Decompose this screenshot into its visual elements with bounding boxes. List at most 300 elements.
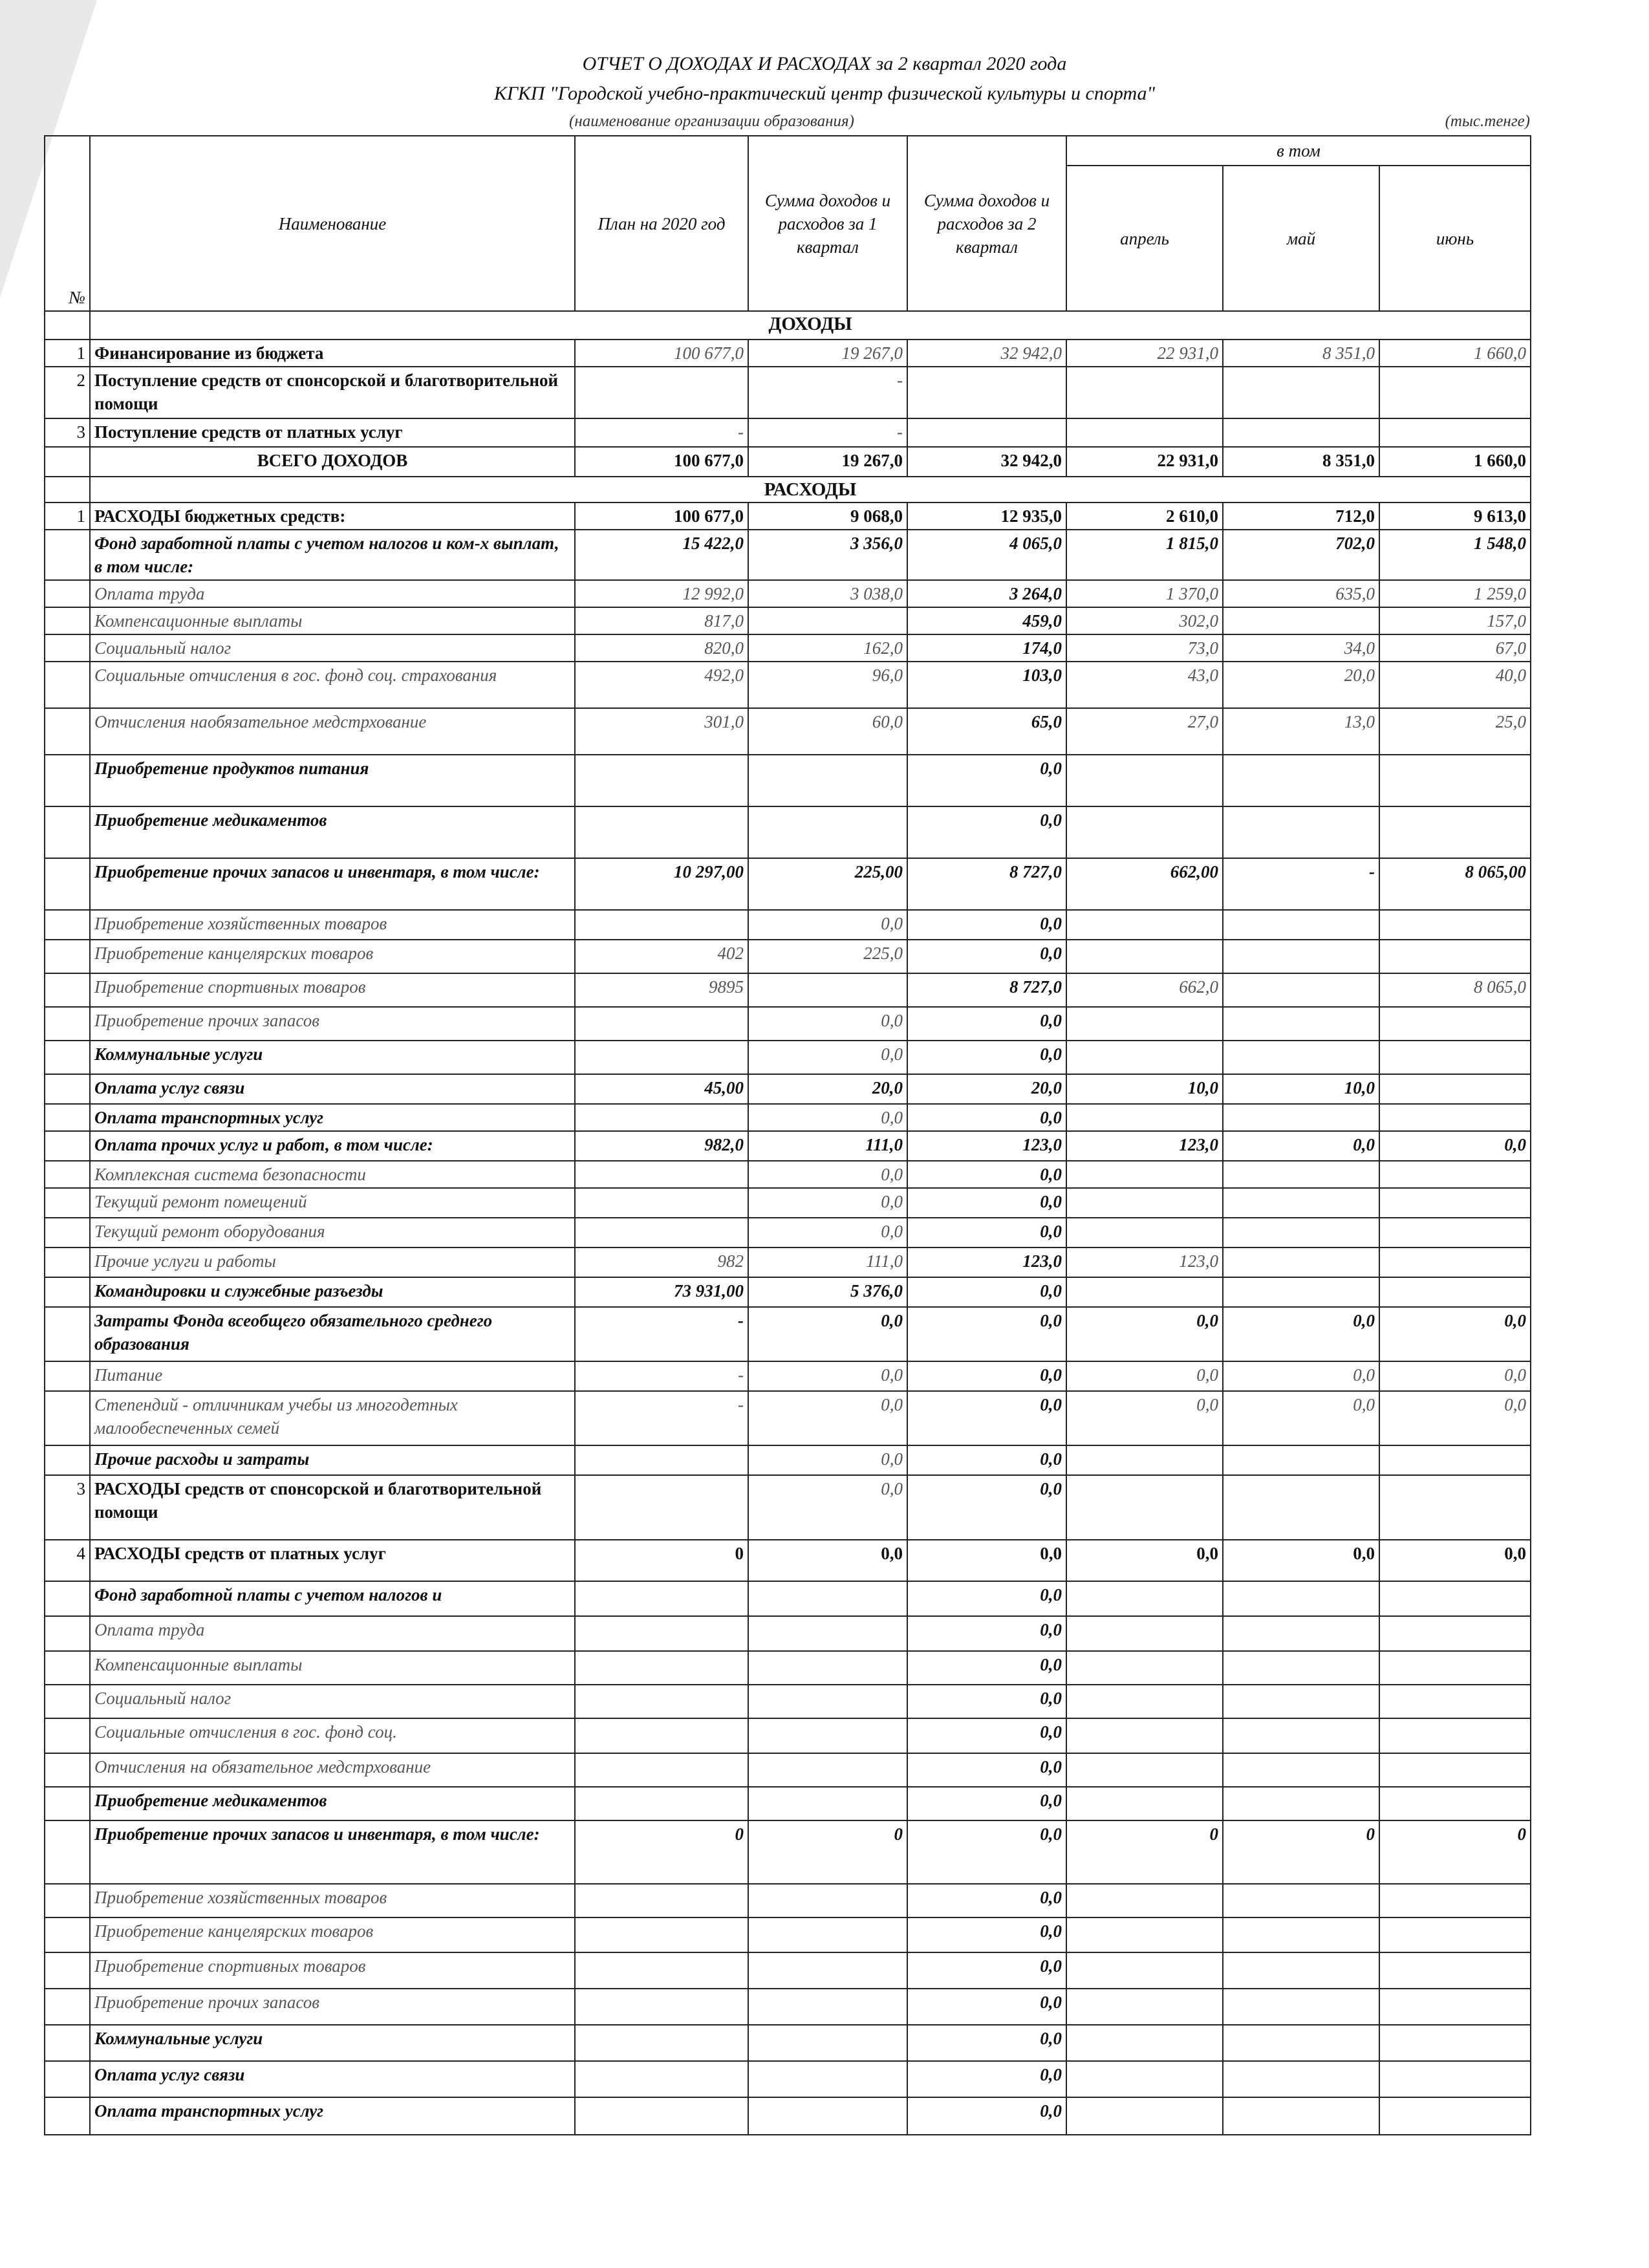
row-number xyxy=(45,1884,90,1917)
row-number xyxy=(45,1581,90,1616)
cell-q2 xyxy=(907,367,1066,418)
table-row xyxy=(45,447,1531,477)
cell-jun xyxy=(1379,1188,1531,1218)
cell-q2: 0,0 xyxy=(907,1787,1066,1820)
row-number xyxy=(45,1917,90,1952)
cell-apr xyxy=(1066,1787,1223,1820)
cell-may xyxy=(1223,1685,1379,1718)
row-name: Коммунальные услуги xyxy=(90,2025,575,2061)
cell-jun xyxy=(1379,1989,1531,2025)
table-row xyxy=(45,1581,1531,1616)
cell-may xyxy=(1223,1247,1379,1277)
cell-q2: 123,0 xyxy=(907,1131,1066,1161)
cell-q1: 9 068,0 xyxy=(748,502,907,530)
cell-plan xyxy=(575,1041,748,1074)
cell-q2: 0,0 xyxy=(907,1820,1066,1884)
row-number xyxy=(45,1989,90,2025)
row-number xyxy=(45,2097,90,2135)
row-name: Оплата прочих услуг и работ, в том числе: xyxy=(90,1131,575,1161)
cell-q2: 0,0 xyxy=(907,1917,1066,1952)
row-number xyxy=(45,858,90,910)
cell-jun: 25,0 xyxy=(1379,708,1531,755)
row-number xyxy=(45,1188,90,1218)
col-header-jun: июнь xyxy=(1379,166,1531,311)
row-number xyxy=(45,1361,90,1391)
cell-q2: 0,0 xyxy=(907,1581,1066,1616)
cell-apr: 27,0 xyxy=(1066,708,1223,755)
cell-jun xyxy=(1379,1445,1531,1475)
row-number xyxy=(45,806,90,858)
cell-q2: 0,0 xyxy=(907,1277,1066,1307)
cell-apr: 0,0 xyxy=(1066,1307,1223,1361)
row-name: Приобретение спортивных товаров xyxy=(90,973,575,1007)
row-number: 1 xyxy=(45,502,90,530)
table-row xyxy=(45,1540,1531,1581)
row-name: Оплата услуг связи xyxy=(90,1074,575,1104)
cell-plan: 0 xyxy=(575,1540,748,1581)
cell-q2: 103,0 xyxy=(907,662,1066,708)
table-row xyxy=(45,607,1531,634)
cell-may xyxy=(1223,418,1379,447)
row-name: Питание xyxy=(90,1361,575,1391)
cell-apr xyxy=(1066,2061,1223,2097)
cell-plan xyxy=(575,1581,748,1616)
cell-plan xyxy=(575,2061,748,2097)
cell-q1: 0,0 xyxy=(748,1361,907,1391)
cell-q1 xyxy=(748,1685,907,1718)
cell-q1 xyxy=(748,2025,907,2061)
cell-q1: 0,0 xyxy=(748,1218,907,1247)
cell-apr: 22 931,0 xyxy=(1066,447,1223,477)
table-row xyxy=(45,1651,1531,1685)
table-row xyxy=(45,1445,1531,1475)
table-row xyxy=(45,1104,1531,1131)
cell-may: 0,0 xyxy=(1223,1307,1379,1361)
cell-q1: 5 376,0 xyxy=(748,1277,907,1307)
cell-plan: 100 677,0 xyxy=(575,502,748,530)
cell-apr: 73,0 xyxy=(1066,634,1223,662)
cell-q2: 0,0 xyxy=(907,806,1066,858)
cell-jun xyxy=(1379,806,1531,858)
cell-apr xyxy=(1066,1685,1223,1718)
cell-plan: - xyxy=(575,418,748,447)
report-title: ОТЧЕТ О ДОХОДАХ И РАСХОДАХ за 2 квартал 2020 года xyxy=(582,53,1067,74)
cell-may: 0,0 xyxy=(1223,1391,1379,1445)
row-number xyxy=(45,1307,90,1361)
cell-plan: 982,0 xyxy=(575,1131,748,1161)
table-row xyxy=(45,530,1531,580)
cell-q2: 0,0 xyxy=(907,1188,1066,1218)
table-row xyxy=(45,1307,1531,1361)
cell-q2: 0,0 xyxy=(907,1884,1066,1917)
cell-may xyxy=(1223,1581,1379,1616)
row-name: Приобретение прочих запасов xyxy=(90,1989,575,2025)
row-number xyxy=(45,530,90,580)
cell-may xyxy=(1223,1218,1379,1247)
cell-plan: 12 992,0 xyxy=(575,580,748,607)
row-name: Приобретение продуктов питания xyxy=(90,755,575,806)
cell-apr: 302,0 xyxy=(1066,607,1223,634)
row-name: Отчисления на обязательное медстрхование xyxy=(90,1753,575,1787)
cell-q2: 12 935,0 xyxy=(907,502,1066,530)
table-row xyxy=(45,755,1531,806)
cell-q2: 32 942,0 xyxy=(907,447,1066,477)
row-number xyxy=(45,973,90,1007)
cell-q1: 0,0 xyxy=(748,1188,907,1218)
cell-q1: 60,0 xyxy=(748,708,907,755)
cell-q1: 0,0 xyxy=(748,1540,907,1581)
cell-may: 20,0 xyxy=(1223,662,1379,708)
cell-apr xyxy=(1066,755,1223,806)
table-row xyxy=(45,2061,1531,2097)
cell-jun xyxy=(1379,1161,1531,1188)
cell-jun xyxy=(1379,1218,1531,1247)
cell-q1 xyxy=(748,1753,907,1787)
cell-q1 xyxy=(748,607,907,634)
table-row xyxy=(45,1218,1531,1247)
row-name: Оплата труда xyxy=(90,1616,575,1651)
row-name: Приобретение канцелярских товаров xyxy=(90,1917,575,1952)
cell-may xyxy=(1223,2061,1379,2097)
cell-q1 xyxy=(748,1718,907,1753)
col-header-may: май xyxy=(1223,166,1379,311)
cell-apr xyxy=(1066,2025,1223,2061)
row-name: Поступление средств от спонсорской и благотворительной помощи xyxy=(90,367,575,418)
cell-jun xyxy=(1379,1277,1531,1307)
row-number xyxy=(45,1718,90,1753)
cell-may: 0,0 xyxy=(1223,1131,1379,1161)
cell-q2: 0,0 xyxy=(907,1952,1066,1989)
cell-plan xyxy=(575,1161,748,1188)
cell-q2: 0,0 xyxy=(907,1540,1066,1581)
cell-q1 xyxy=(748,1787,907,1820)
row-name: Затраты Фонда всеобщего обязательного среднего образования xyxy=(90,1307,575,1361)
row-name: Социальные отчисления в гос. фонд соц. страхования xyxy=(90,662,575,708)
cell-apr xyxy=(1066,367,1223,418)
cell-jun xyxy=(1379,940,1531,973)
cell-apr xyxy=(1066,1188,1223,1218)
cell-may: 8 351,0 xyxy=(1223,340,1379,367)
cell-q1 xyxy=(748,1581,907,1616)
col-header-apr: апрель xyxy=(1066,166,1223,311)
cell-q2: 3 264,0 xyxy=(907,580,1066,607)
cell-apr xyxy=(1066,1581,1223,1616)
cell-plan xyxy=(575,367,748,418)
cell-may xyxy=(1223,1952,1379,1989)
cell-jun: 1 660,0 xyxy=(1379,340,1531,367)
cell-apr xyxy=(1066,1952,1223,1989)
cell-plan xyxy=(575,1218,748,1247)
cell-jun xyxy=(1379,755,1531,806)
cell-q2: 0,0 xyxy=(907,940,1066,973)
cell-q2: 0,0 xyxy=(907,1475,1066,1540)
row-name: Командировки и служебные разъезды xyxy=(90,1277,575,1307)
cell-apr: 22 931,0 xyxy=(1066,340,1223,367)
cell-q1: - xyxy=(748,367,907,418)
row-number: 2 xyxy=(45,367,90,418)
cell-q2: 8 727,0 xyxy=(907,973,1066,1007)
cell-jun: 1 259,0 xyxy=(1379,580,1531,607)
table-row xyxy=(45,1161,1531,1188)
table-row xyxy=(45,2025,1531,2061)
cell-apr: 0 xyxy=(1066,1820,1223,1884)
row-name: Текущий ремонт помещений xyxy=(90,1188,575,1218)
row-name: Оплата транспортных услуг xyxy=(90,1104,575,1131)
row-number: 3 xyxy=(45,418,90,447)
cell-may xyxy=(1223,1651,1379,1685)
row-number xyxy=(45,1391,90,1445)
cell-q2: 4 065,0 xyxy=(907,530,1066,580)
table-row xyxy=(45,340,1531,367)
cell-may: 13,0 xyxy=(1223,708,1379,755)
section-row-expense xyxy=(45,477,1531,502)
cell-may: 0,0 xyxy=(1223,1361,1379,1391)
cell-plan: - xyxy=(575,1391,748,1445)
cell-plan: - xyxy=(575,1307,748,1361)
row-name: Фонд заработной платы с учетом налогов и xyxy=(90,1581,575,1616)
cell-jun xyxy=(1379,2097,1531,2135)
cell-plan: 100 677,0 xyxy=(575,447,748,477)
cell-plan: 100 677,0 xyxy=(575,340,748,367)
cell-apr: 1 815,0 xyxy=(1066,530,1223,580)
cell-q1 xyxy=(748,973,907,1007)
cell-plan xyxy=(575,910,748,940)
cell-jun: 157,0 xyxy=(1379,607,1531,634)
cell-may xyxy=(1223,2097,1379,2135)
cell-apr: 10,0 xyxy=(1066,1074,1223,1104)
cell-plan: 817,0 xyxy=(575,607,748,634)
cell-q2: 32 942,0 xyxy=(907,340,1066,367)
row-name: Текущий ремонт оборудования xyxy=(90,1218,575,1247)
row-name: Социальный налог xyxy=(90,1685,575,1718)
cell-may xyxy=(1223,1445,1379,1475)
cell-may xyxy=(1223,940,1379,973)
table-row xyxy=(45,1247,1531,1277)
table-row xyxy=(45,2097,1531,2135)
cell-may: 10,0 xyxy=(1223,1074,1379,1104)
cell-apr: 123,0 xyxy=(1066,1131,1223,1161)
cell-apr xyxy=(1066,1917,1223,1952)
cell-jun xyxy=(1379,1884,1531,1917)
cell-plan: 15 422,0 xyxy=(575,530,748,580)
cell-may: 34,0 xyxy=(1223,634,1379,662)
cell-apr xyxy=(1066,1475,1223,1540)
row-name: РАСХОДЫ средств от спонсорской и благотворительной помощи xyxy=(90,1475,575,1540)
cell-apr xyxy=(1066,910,1223,940)
cell-jun xyxy=(1379,1247,1531,1277)
cell-may xyxy=(1223,806,1379,858)
cell-q2: 0,0 xyxy=(907,2061,1066,2097)
table-row xyxy=(45,910,1531,940)
cell-q2: 8 727,0 xyxy=(907,858,1066,910)
cell-q1: 0,0 xyxy=(748,1007,907,1041)
cell-plan: 492,0 xyxy=(575,662,748,708)
table-row xyxy=(45,1361,1531,1391)
cell-q2: 20,0 xyxy=(907,1074,1066,1104)
cell-apr xyxy=(1066,1753,1223,1787)
row-name: РАСХОДЫ средств от платных услуг xyxy=(90,1540,575,1581)
cell-q2: 0,0 xyxy=(907,755,1066,806)
cell-q1: 225,00 xyxy=(748,858,907,910)
section-no xyxy=(45,311,90,340)
cell-plan xyxy=(575,1753,748,1787)
cell-jun: 9 613,0 xyxy=(1379,502,1531,530)
row-number xyxy=(45,708,90,755)
cell-may xyxy=(1223,607,1379,634)
cell-jun xyxy=(1379,1787,1531,1820)
table-row xyxy=(45,502,1531,530)
cell-may xyxy=(1223,1917,1379,1952)
table-row xyxy=(45,858,1531,910)
row-name: Оплата услуг связи xyxy=(90,2061,575,2097)
section-title-income: ДОХОДЫ xyxy=(90,311,1531,340)
cell-q1 xyxy=(748,755,907,806)
cell-jun: 8 065,0 xyxy=(1379,973,1531,1007)
cell-q1 xyxy=(748,2061,907,2097)
cell-q2: 0,0 xyxy=(907,1685,1066,1718)
cell-may: 0,0 xyxy=(1223,1540,1379,1581)
organization-caption: (наименование организации образования) xyxy=(569,113,854,130)
cell-jun: 0,0 xyxy=(1379,1540,1531,1581)
cell-q1: 96,0 xyxy=(748,662,907,708)
cell-plan: 10 297,00 xyxy=(575,858,748,910)
cell-may xyxy=(1223,1989,1379,2025)
table-row xyxy=(45,1041,1531,1074)
cell-jun xyxy=(1379,2061,1531,2097)
section-no xyxy=(45,477,90,502)
cell-apr: 662,00 xyxy=(1066,858,1223,910)
cell-q2: 0,0 xyxy=(907,2025,1066,2061)
cell-q2: 0,0 xyxy=(907,1651,1066,1685)
row-number xyxy=(45,1651,90,1685)
row-number xyxy=(45,1218,90,1247)
cell-q1: 0,0 xyxy=(748,910,907,940)
cell-q1 xyxy=(748,1952,907,1989)
cell-q1: 19 267,0 xyxy=(748,340,907,367)
cell-may xyxy=(1223,1616,1379,1651)
cell-q1 xyxy=(748,1989,907,2025)
cell-q1: 3 356,0 xyxy=(748,530,907,580)
row-number xyxy=(45,1753,90,1787)
cell-plan: 301,0 xyxy=(575,708,748,755)
table-row xyxy=(45,1475,1531,1540)
cell-apr xyxy=(1066,940,1223,973)
row-number xyxy=(45,1277,90,1307)
cell-plan xyxy=(575,1917,748,1952)
cell-q2: 0,0 xyxy=(907,1218,1066,1247)
cell-plan xyxy=(575,1787,748,1820)
cell-q2: 0,0 xyxy=(907,1616,1066,1651)
row-number xyxy=(45,1007,90,1041)
cell-q2: 0,0 xyxy=(907,1391,1066,1445)
table-row xyxy=(45,1277,1531,1307)
cell-jun xyxy=(1379,1041,1531,1074)
unit-label: (тыс.тенге) xyxy=(1445,113,1530,130)
cell-may: 712,0 xyxy=(1223,502,1379,530)
cell-apr xyxy=(1066,1616,1223,1651)
row-number xyxy=(45,1074,90,1104)
cell-q2: 0,0 xyxy=(907,1361,1066,1391)
cell-jun xyxy=(1379,1475,1531,1540)
cell-may xyxy=(1223,1718,1379,1753)
section-title-expense: РАСХОДЫ xyxy=(90,477,1531,502)
row-number xyxy=(45,1104,90,1131)
row-number xyxy=(45,580,90,607)
cell-q2: 0,0 xyxy=(907,910,1066,940)
row-name: Приобретение медикаментов xyxy=(90,806,575,858)
row-name: РАСХОДЫ бюджетных средств: xyxy=(90,502,575,530)
table-row xyxy=(45,1820,1531,1884)
row-number xyxy=(45,1161,90,1188)
cell-q1: 0,0 xyxy=(748,1161,907,1188)
cell-plan: 820,0 xyxy=(575,634,748,662)
cell-q2 xyxy=(907,418,1066,447)
cell-apr xyxy=(1066,1041,1223,1074)
row-number xyxy=(45,1685,90,1718)
row-number xyxy=(45,1820,90,1884)
cell-apr xyxy=(1066,1277,1223,1307)
cell-q1: 20,0 xyxy=(748,1074,907,1104)
col-header-q1: Сумма доходов и расходов за 1 квартал xyxy=(748,136,907,311)
cell-jun: 1 548,0 xyxy=(1379,530,1531,580)
row-name: Степендий - отличникам учебы из многодетных малообеспеченных семей xyxy=(90,1391,575,1445)
cell-q2: 0,0 xyxy=(907,1445,1066,1475)
cell-may xyxy=(1223,755,1379,806)
cell-q1: 0,0 xyxy=(748,1391,907,1445)
cell-jun xyxy=(1379,1917,1531,1952)
cell-jun: 67,0 xyxy=(1379,634,1531,662)
cell-may: 702,0 xyxy=(1223,530,1379,580)
cell-jun: 0 xyxy=(1379,1820,1531,1884)
row-number: 3 xyxy=(45,1475,90,1540)
cell-apr: 43,0 xyxy=(1066,662,1223,708)
row-number xyxy=(45,940,90,973)
row-number xyxy=(45,447,90,477)
row-number xyxy=(45,1041,90,1074)
row-number xyxy=(45,1616,90,1651)
cell-apr: 2 610,0 xyxy=(1066,502,1223,530)
cell-jun xyxy=(1379,367,1531,418)
row-number xyxy=(45,910,90,940)
cell-q1: 111,0 xyxy=(748,1247,907,1277)
report-table xyxy=(44,135,1531,2135)
row-name: Приобретение прочих запасов xyxy=(90,1007,575,1041)
cell-plan: 402 xyxy=(575,940,748,973)
table-row xyxy=(45,806,1531,858)
cell-plan: 73 931,00 xyxy=(575,1277,748,1307)
row-name: Приобретение прочих запасов и инвентаря, в том числе: xyxy=(90,1820,575,1884)
cell-jun xyxy=(1379,1074,1531,1104)
cell-jun: 1 660,0 xyxy=(1379,447,1531,477)
cell-may: 635,0 xyxy=(1223,580,1379,607)
cell-plan xyxy=(575,1616,748,1651)
row-name: Компенсационные выплаты xyxy=(90,607,575,634)
cell-plan xyxy=(575,1685,748,1718)
row-name: Социальный налог xyxy=(90,634,575,662)
row-number xyxy=(45,607,90,634)
cell-q1: 0 xyxy=(748,1820,907,1884)
cell-may xyxy=(1223,1161,1379,1188)
row-number xyxy=(45,2061,90,2097)
cell-jun xyxy=(1379,1952,1531,1989)
cell-may xyxy=(1223,367,1379,418)
cell-plan xyxy=(575,1651,748,1685)
cell-plan xyxy=(575,1104,748,1131)
cell-may xyxy=(1223,1475,1379,1540)
cell-q1 xyxy=(748,1651,907,1685)
cell-plan xyxy=(575,1718,748,1753)
row-number xyxy=(45,2025,90,2061)
